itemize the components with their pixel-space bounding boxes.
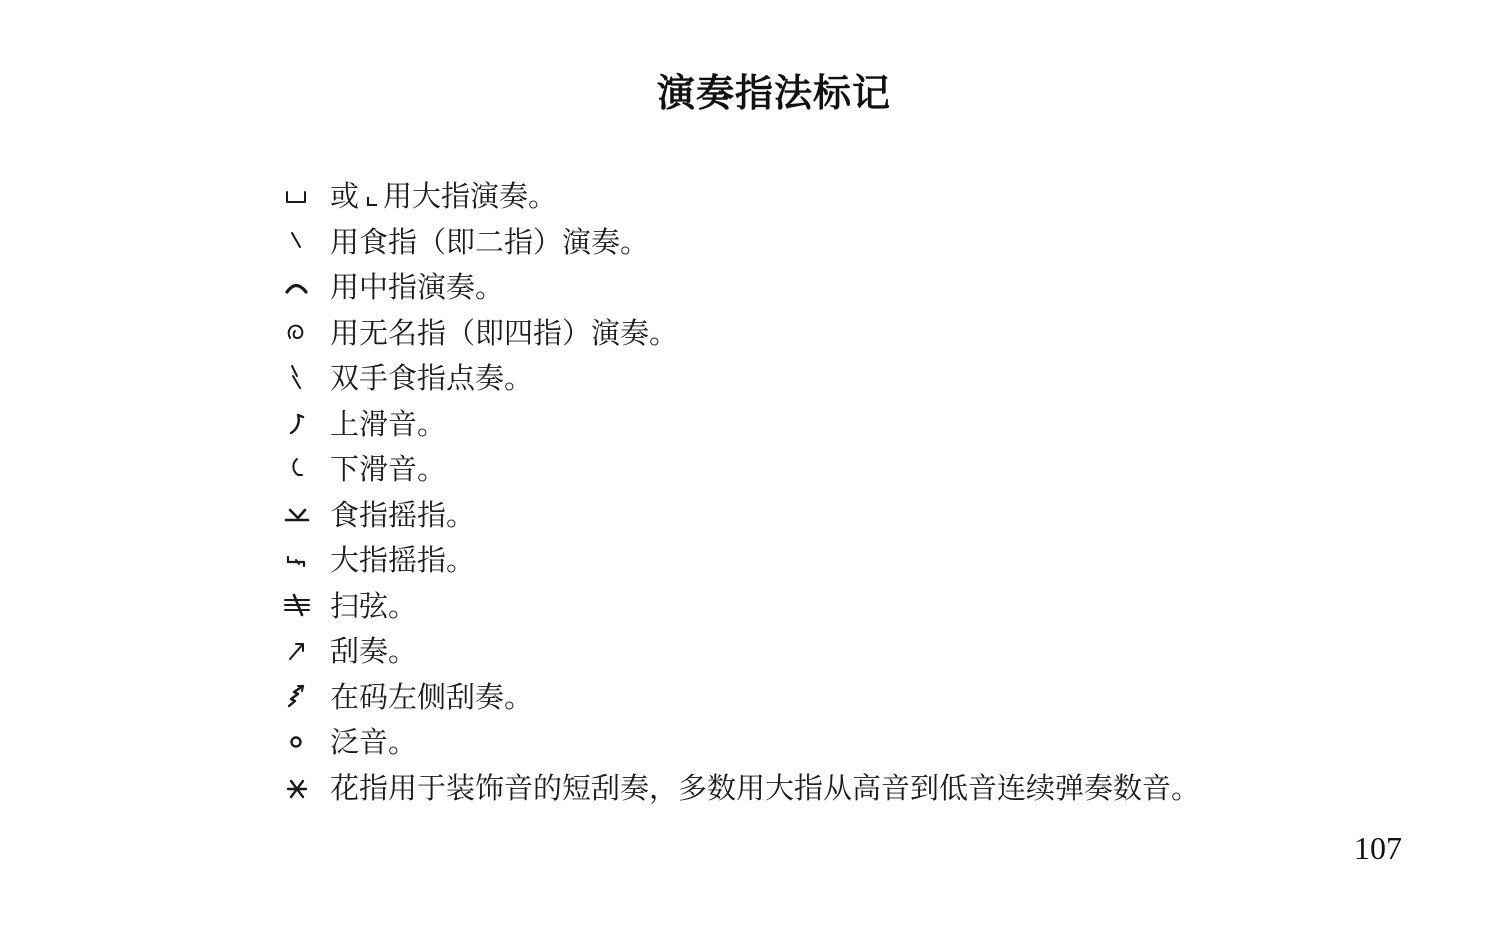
legend-text: 大指摇指。 [330,543,476,578]
index-tremolo-icon [278,491,330,536]
arch-icon [278,263,330,308]
legend-text: 上滑音。 [330,406,447,441]
zigzag-arrow-icon [278,673,330,718]
legend-item [278,354,1200,400]
legend-item [278,218,1200,264]
up-glide-icon [278,400,330,445]
legend-item [278,627,1200,673]
loop-icon [278,309,330,354]
star-cross-icon [278,764,330,809]
circle-icon [278,718,330,763]
legend-text: 双手食指点奏。 [330,361,534,396]
legend-item [278,673,1200,719]
double-backslash-icon [278,354,330,399]
small-thumb-bracket-icon [365,182,379,202]
legend-text: 刮奏。 [330,634,418,669]
legend-text: 用无名指（即四指）演奏。 [330,315,679,350]
legend-text [330,174,557,215]
legend-text-prefix: 或 [330,179,360,214]
legend-item [278,400,1200,446]
up-arrow-diagonal-icon [278,627,330,672]
legend-text: 下滑音。 [330,452,447,487]
page-title: 演奏指法标记 [656,71,891,115]
sweep-strings-icon [278,582,330,627]
thumb-bracket-icon [278,172,330,217]
legend-item [278,172,1200,218]
legend-text: 用中指演奏。 [330,270,505,305]
legend-item [278,536,1200,582]
legend-item [278,263,1200,309]
down-glide-icon [278,445,330,490]
legend-text: 扫弦。 [330,588,418,623]
legend-text: 花指用于装饰音的短刮奏，多数用大指从高音到低音连续弹奏数音。 [330,770,1201,805]
legend-item [278,718,1200,764]
legend-item [278,491,1200,537]
legend-item [278,445,1200,491]
legend-text: 食指摇指。 [330,497,476,532]
legend-item [278,309,1200,355]
legend-text: 泛音。 [330,725,418,760]
legend-text: 在码左侧刮奏。 [330,679,534,714]
legend-text: 用食指（即二指）演奏。 [330,224,650,259]
backslash-icon [278,218,330,263]
page-number: 107 [1354,830,1402,866]
legend-item [278,582,1200,628]
legend-text-body: 用大指演奏。 [383,179,558,214]
fingering-legend-list [278,172,1200,809]
legend-item [278,764,1200,810]
thumb-tremolo-icon [278,536,330,581]
